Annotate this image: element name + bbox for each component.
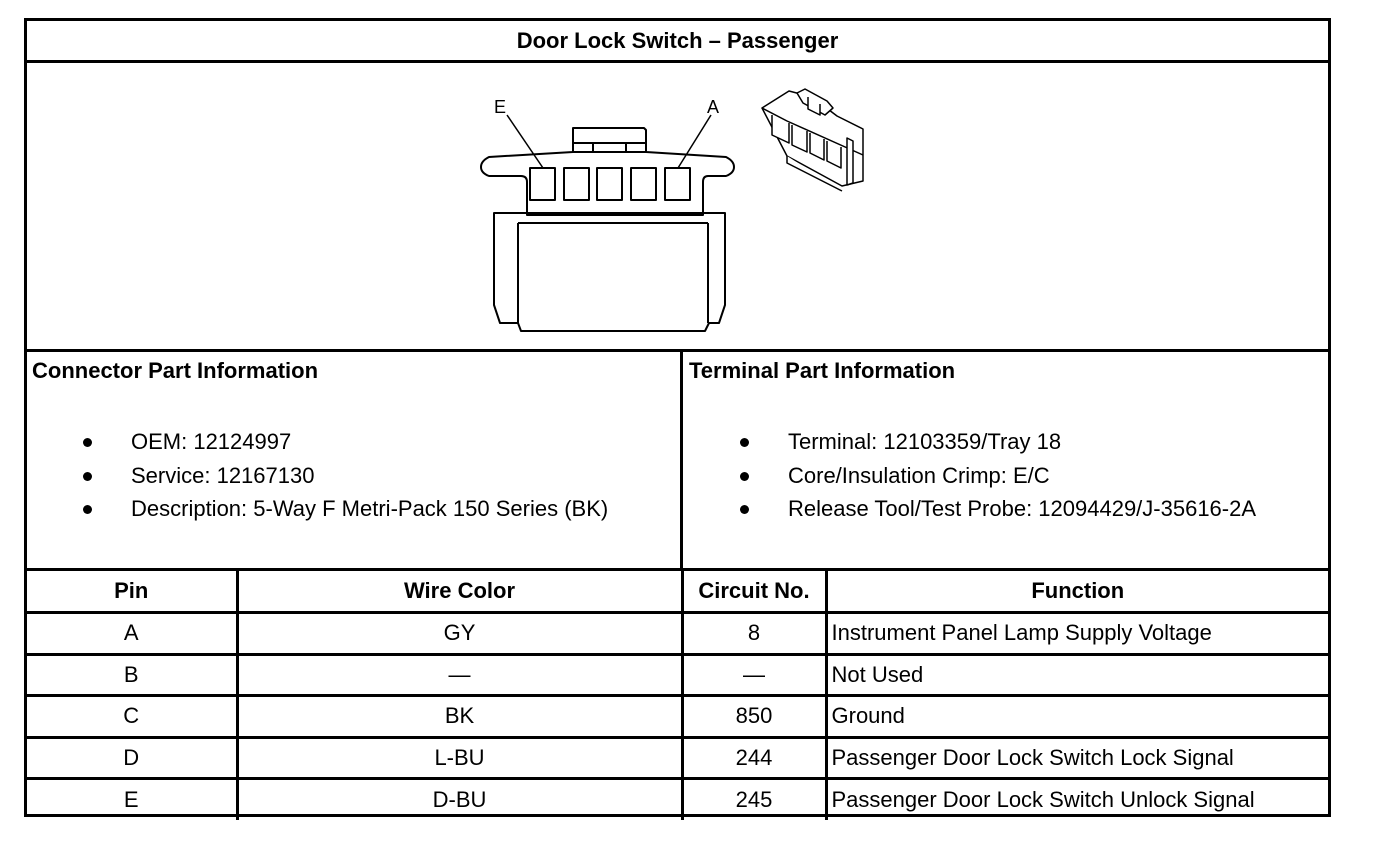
wire-color-cell: D-BU <box>237 779 682 821</box>
pin-cell: E <box>27 779 237 821</box>
bullet-icon <box>740 472 749 481</box>
column-header-wire-color: Wire Color <box>237 571 682 613</box>
table-row <box>27 654 1328 696</box>
cavity-c <box>597 168 622 200</box>
connector-diagram-section <box>27 63 1328 352</box>
pinout-table <box>27 571 1328 820</box>
page-title: Door Lock Switch – Passenger <box>27 21 1328 63</box>
connector-info-sheet <box>24 18 1331 817</box>
connector-service: Service: 12167130 <box>131 462 315 488</box>
connector-isometric-icon <box>762 89 863 191</box>
cavity-d <box>564 168 589 200</box>
terminal-release-tool: Release Tool/Test Probe: 12094429/J-35616-2A <box>788 496 1257 521</box>
circuit-cell: 8 <box>682 613 826 655</box>
cavity-b <box>631 168 656 200</box>
connector-latch <box>573 143 646 152</box>
terminal-part-info-heading: Terminal Part Information <box>689 358 956 383</box>
table-row <box>27 737 1328 779</box>
leader-line-e <box>507 115 543 168</box>
connector-part-info-heading: Connector Part Information <box>32 358 319 383</box>
circuit-cell: — <box>682 654 826 696</box>
cavity-a <box>665 168 690 200</box>
part-information-section <box>27 352 1328 571</box>
function-cell: Passenger Door Lock Switch Unlock Signal <box>826 779 1328 821</box>
pin-cell: B <box>27 654 237 696</box>
function-cell: Instrument Panel Lamp Supply Voltage <box>826 613 1328 655</box>
wire-color-cell: GY <box>237 613 682 655</box>
connector-body <box>494 213 725 331</box>
table-row <box>27 613 1328 655</box>
pin-cell: A <box>27 613 237 655</box>
bullet-icon <box>83 438 92 447</box>
column-header-pin: Pin <box>27 571 237 613</box>
function-cell: Ground <box>826 696 1328 738</box>
connector-face-outline <box>481 128 734 215</box>
circuit-cell: 850 <box>682 696 826 738</box>
wire-color-cell: L-BU <box>237 737 682 779</box>
column-header-function: Function <box>826 571 1328 613</box>
circuit-cell: 245 <box>682 779 826 821</box>
connector-oem: OEM: 12124997 <box>131 429 292 454</box>
terminal-crimp: Core/Insulation Crimp: E/C <box>788 462 1050 488</box>
pin-label-a: A <box>707 97 720 117</box>
table-header-row <box>27 571 1328 613</box>
function-cell: Not Used <box>826 654 1328 696</box>
leader-line-a <box>678 115 711 168</box>
wire-color-cell: — <box>237 654 682 696</box>
connector-part-info <box>27 352 683 568</box>
wire-color-cell: BK <box>237 696 682 738</box>
column-header-circuit: Circuit No. <box>682 571 826 613</box>
pin-cell: C <box>27 696 237 738</box>
table-row <box>27 696 1328 738</box>
table-row <box>27 779 1328 821</box>
cavity-e <box>530 168 555 200</box>
pin-label-e: E <box>494 97 507 117</box>
bullet-icon <box>83 505 92 514</box>
pin-cell: D <box>27 737 237 779</box>
bullet-icon <box>83 472 92 481</box>
connector-diagram <box>27 63 1328 349</box>
circuit-cell: 244 <box>682 737 826 779</box>
function-cell: Passenger Door Lock Switch Lock Signal <box>826 737 1328 779</box>
bullet-icon <box>740 505 749 514</box>
terminal-part-info <box>683 352 1331 568</box>
connector-description: Description: 5-Way F Metri-Pack 150 Series (BK) <box>131 496 609 521</box>
bullet-icon <box>740 438 749 447</box>
terminal-number: Terminal: 12103359/Tray 18 <box>788 429 1062 454</box>
